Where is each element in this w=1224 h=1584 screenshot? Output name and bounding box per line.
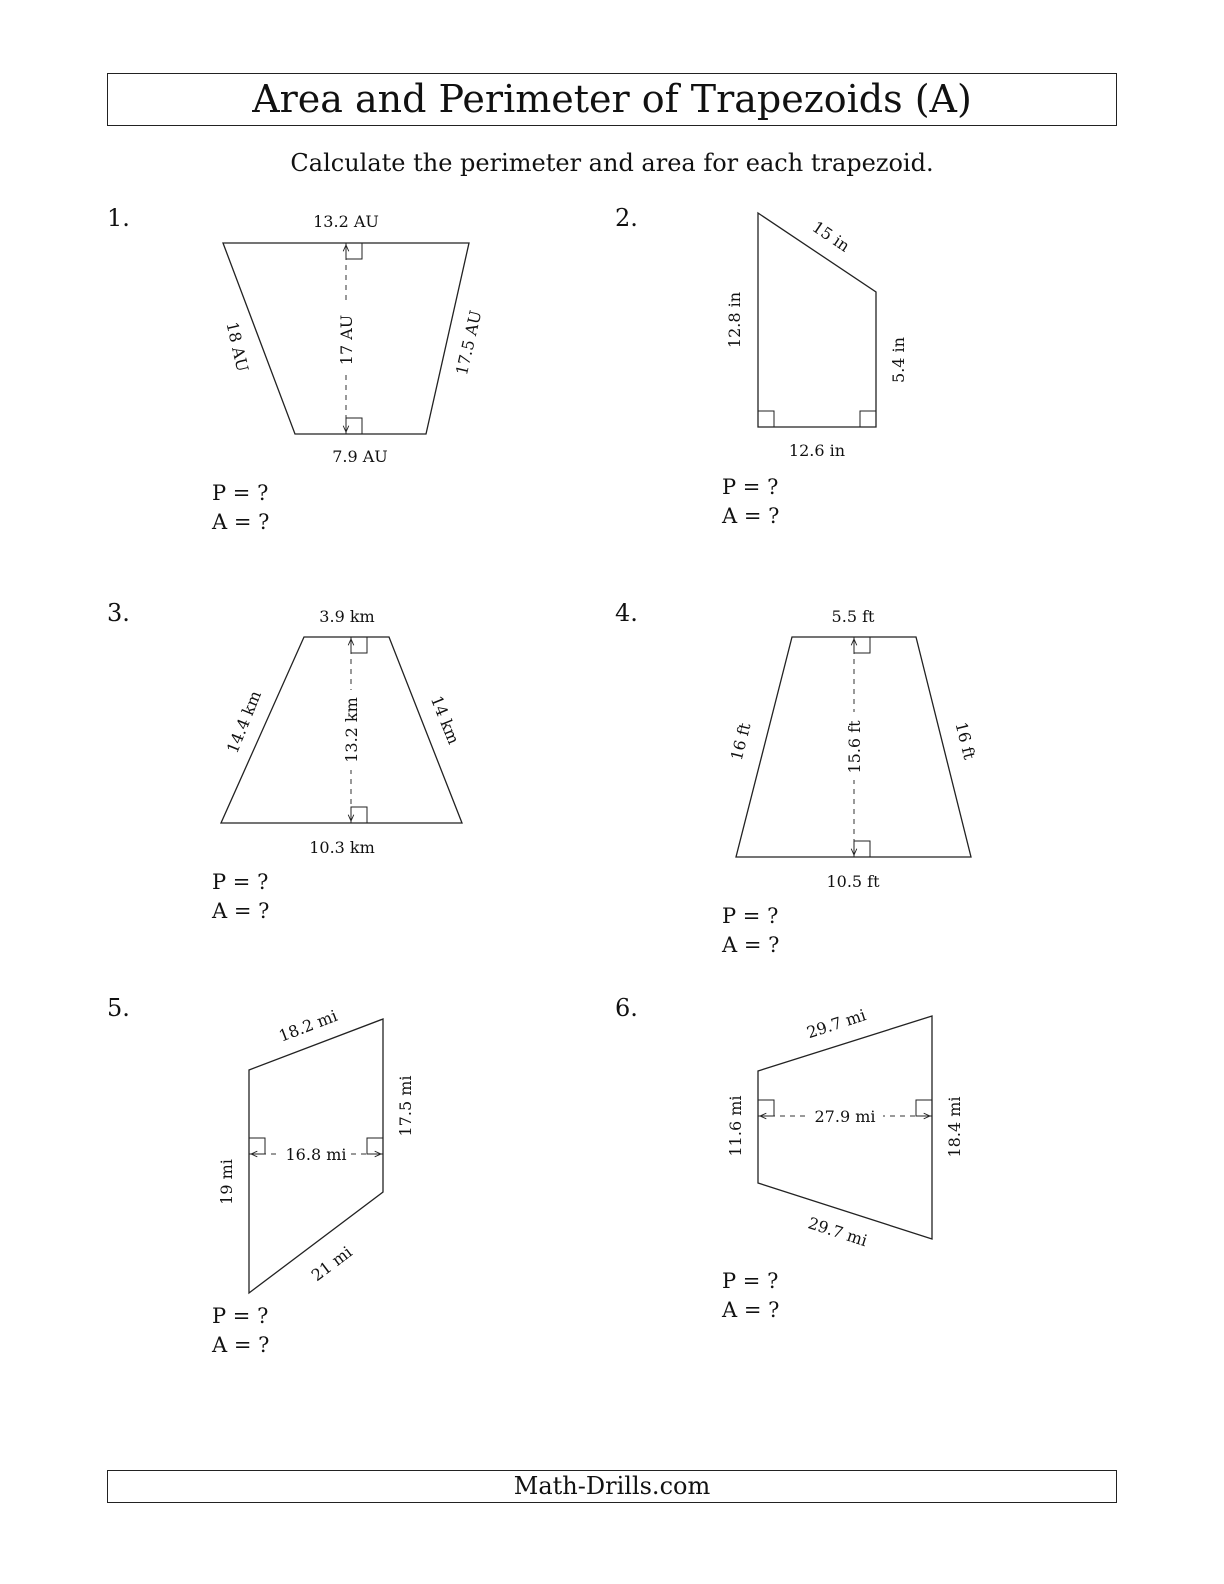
perimeter-prompt: P = ?: [212, 1304, 269, 1328]
perimeter-prompt: P = ?: [722, 904, 779, 928]
right-angle-marker: [367, 1138, 383, 1154]
left-side-label: 16 ft: [726, 721, 755, 763]
right-angle-marker: [249, 1138, 265, 1154]
top-base-label: 13.2 AU: [313, 212, 379, 231]
right-side-label: 5.4 in: [889, 337, 908, 383]
perimeter-prompt: P = ?: [722, 1269, 779, 1293]
right-angle-marker: [854, 841, 870, 857]
left-side-label: 12.8 in: [725, 291, 744, 349]
top-base-label: 3.9 km: [319, 607, 375, 626]
top-side-label: 29.7 mi: [804, 1005, 869, 1043]
height-label: 16.8 mi: [285, 1145, 347, 1164]
perimeter-prompt: P = ?: [722, 475, 779, 499]
right-side-label: 17.5 AU: [451, 308, 486, 377]
trapezoid-figure-3: [221, 607, 463, 857]
area-prompt: A = ?: [212, 1333, 270, 1357]
instructions: Calculate the perimeter and area for each trapezoid.: [290, 149, 934, 177]
right-angle-marker: [758, 1100, 774, 1116]
top-base-label: 5.5 ft: [831, 607, 875, 626]
footer-box: [107, 1470, 1117, 1503]
bottom-side-label: 21 mi: [307, 1242, 356, 1285]
trapezoid-shape: [758, 1016, 932, 1239]
footer-text: Math-Drills.com: [513, 1472, 711, 1500]
height-label: 17 AU: [337, 314, 356, 366]
right-side-label: 14 km: [426, 693, 464, 747]
problem-number: 2.: [615, 204, 638, 232]
right-angle-marker: [854, 637, 870, 653]
right-angle-marker: [346, 418, 362, 434]
height-label: 13.2 km: [342, 697, 361, 763]
problem-number: 6.: [615, 994, 638, 1022]
left-side-label: 11.6 mi: [726, 1095, 745, 1157]
right-angle-marker: [916, 1100, 932, 1116]
problem-number: 4.: [615, 599, 638, 627]
right-angle-marker: [860, 411, 876, 427]
right-angle-marker: [351, 807, 367, 823]
trapezoid-figure-2: [725, 213, 908, 460]
left-side-label: 19 mi: [217, 1159, 236, 1205]
left-side-label: 14.4 km: [222, 687, 265, 756]
area-prompt: A = ?: [722, 504, 780, 528]
trapezoid-figure-1: [222, 212, 485, 466]
right-side-label: 17.5 mi: [396, 1075, 415, 1137]
area-prompt: A = ?: [212, 510, 270, 534]
trapezoid-figure-6: [726, 1005, 964, 1250]
right-angle-marker: [346, 243, 362, 259]
problem-number: 3.: [107, 599, 130, 627]
bottom-base-label: 10.5 ft: [826, 872, 880, 891]
slant-side-label: 15 in: [808, 217, 854, 256]
right-side-label: 18.4 mi: [945, 1096, 964, 1158]
right-side-label: 16 ft: [951, 720, 980, 762]
perimeter-prompt: P = ?: [212, 870, 269, 894]
worksheet-title: Area and Perimeter of Trapezoids (A): [252, 77, 972, 121]
trapezoid-figure-4: [727, 607, 979, 891]
height-label: 15.6 ft: [845, 720, 864, 774]
area-prompt: A = ?: [212, 899, 270, 923]
top-side-label: 18.2 mi: [276, 1006, 340, 1046]
area-prompt: A = ?: [722, 933, 780, 957]
problem-number: 1.: [107, 204, 130, 232]
right-angle-marker: [351, 637, 367, 653]
trapezoid-figure-5: [217, 1006, 415, 1293]
bottom-side-label: 29.7 mi: [805, 1213, 870, 1251]
problem-number: 5.: [107, 994, 130, 1022]
trapezoid-shape: [758, 213, 876, 427]
perimeter-prompt: P = ?: [212, 481, 269, 505]
area-prompt: A = ?: [722, 1298, 780, 1322]
right-angle-marker: [758, 411, 774, 427]
left-side-label: 18 AU: [222, 320, 253, 374]
bottom-base-label: 7.9 AU: [332, 447, 388, 466]
bottom-base-label: 10.3 km: [309, 838, 375, 857]
bottom-base-label: 12.6 in: [788, 441, 846, 460]
height-label: 27.9 mi: [814, 1107, 876, 1126]
